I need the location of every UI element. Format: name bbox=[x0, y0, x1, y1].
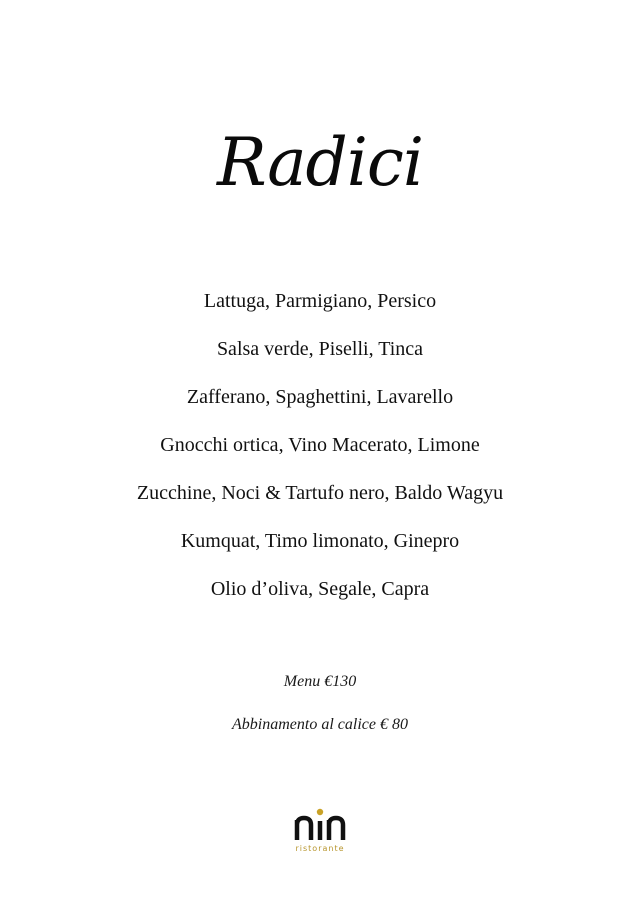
wine-pairing-price: Abbinamento al calice € 80 bbox=[232, 716, 408, 733]
dish-item: Zafferano, Spaghettini, Lavarello bbox=[186, 386, 454, 408]
dish-item: Kumquat, Timo limonato, Ginepro bbox=[180, 530, 460, 552]
dish-item: Gnocchi ortica, Vino Macerato, Limone bbox=[160, 434, 480, 456]
menu-price: Menu €130 bbox=[283, 673, 357, 690]
dish-list bbox=[0, 284, 640, 620]
dish-item: Zucchine, Noci & Tartufo nero, Baldo Wagyu bbox=[136, 482, 504, 504]
dish-item: Salsa verde, Piselli, Tinca bbox=[216, 338, 424, 360]
dish-item: Lattuga, Parmigiano, Persico bbox=[203, 290, 437, 312]
menu-title: Radici bbox=[217, 124, 423, 201]
restaurant-logo bbox=[288, 802, 352, 858]
logo-caption: ristorante bbox=[295, 844, 345, 853]
nin-logo-icon bbox=[288, 802, 352, 844]
dish-item: Olio d’oliva, Segale, Capra bbox=[210, 578, 430, 600]
